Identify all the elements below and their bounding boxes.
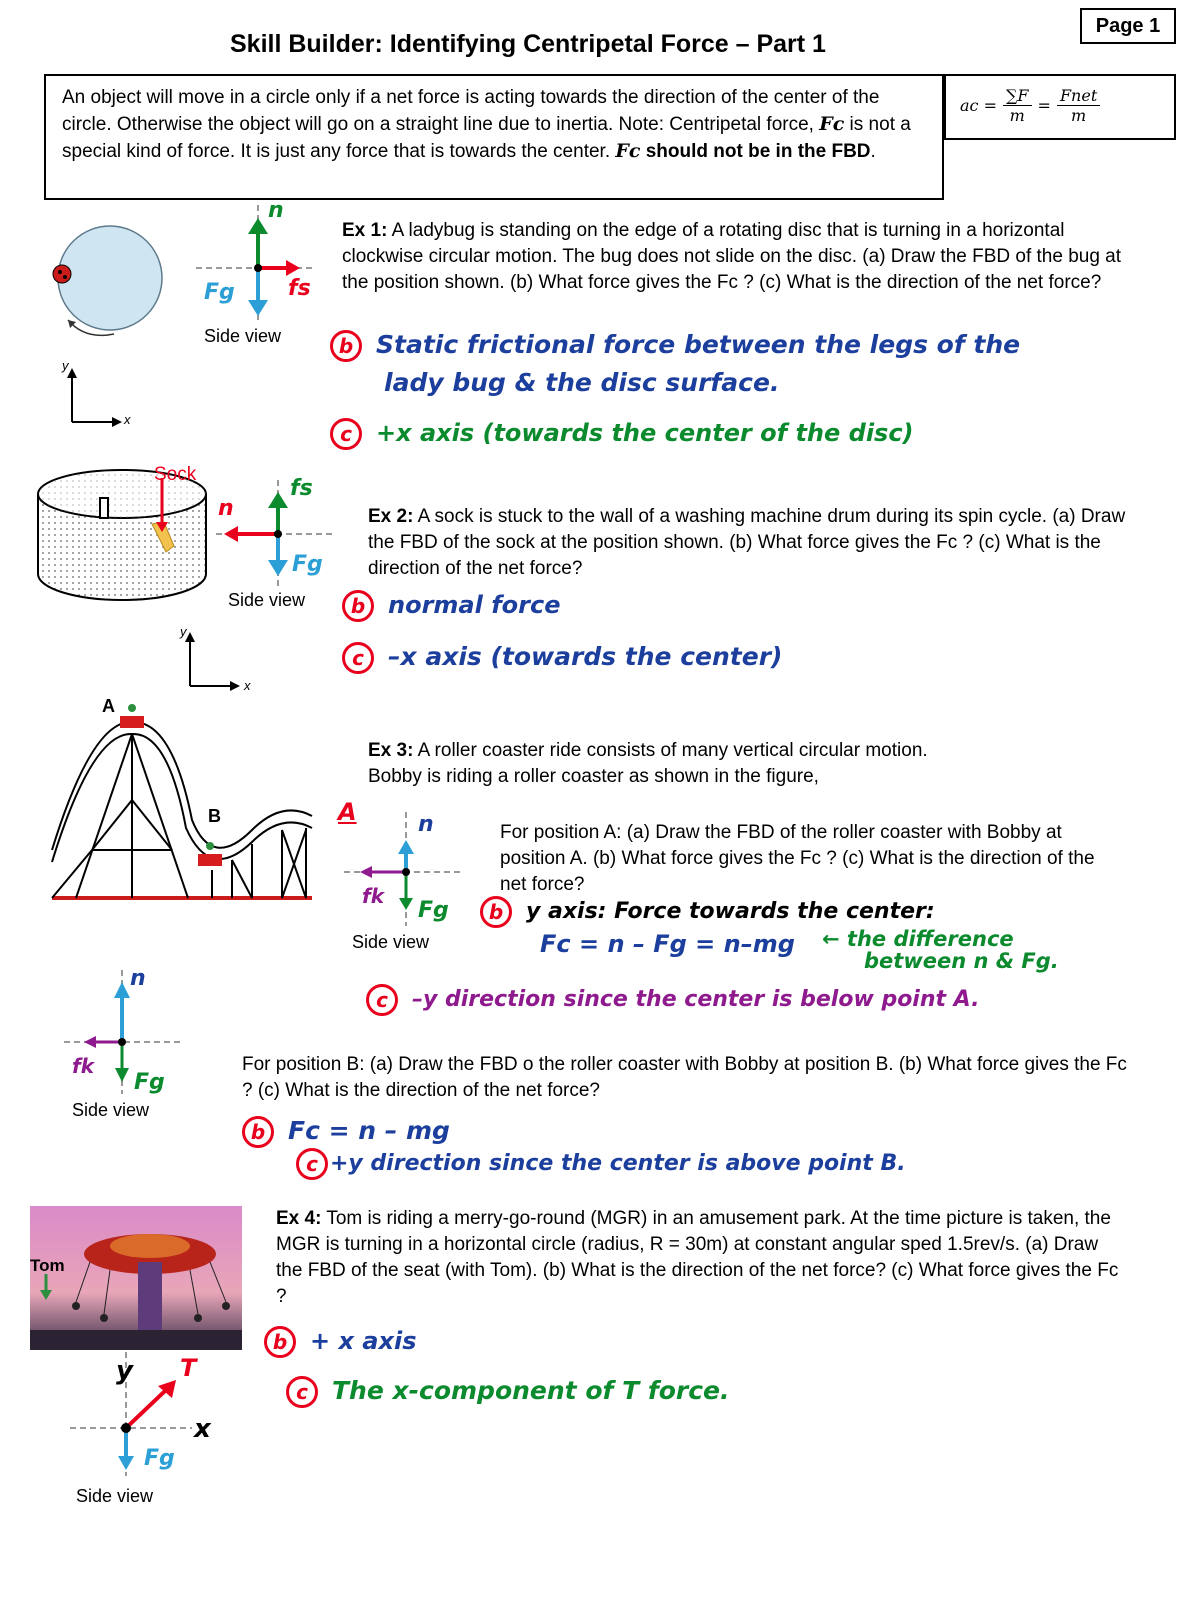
intro-text-end: .: [870, 141, 876, 162]
ex1-answer-c: [330, 418, 914, 450]
ex1-fbd-fs-label: fs: [288, 276, 311, 301]
ex4-text: Tom is riding a merry-go-round (MGR) in an amusement park. At the time picture is taken, the MGR is turning in a horizontal circle (radius, R = 30m) at constant angular sped 1.5rev/s. (a) Draw the FBD of the seat (with Tom). (b) What is the direction of the net force? (c) What force gives the Fc ?: [276, 1208, 1119, 1307]
ex4-fbd-t-label: T: [180, 1354, 197, 1382]
ex4-answer-c-mark: c: [286, 1376, 318, 1408]
ex3-fbd-b: [64, 968, 184, 1098]
formula-box: [944, 74, 1176, 140]
ex2-answer-c-mark: c: [342, 642, 374, 674]
ex1-answer-b-line2: lady bug & the disc surface.: [384, 368, 780, 397]
ex4-question: [276, 1206, 1126, 1310]
ex1-text: A ladybug is standing on the edge of a rotating disc that is turning in a horizontal clockwise circular motion. The bug does not slide on the disc. (a) Draw the FBD of the bug at the position shown. (b) What force gives the Fc ? (c) What is the direction of the net force?: [342, 220, 1122, 293]
sock-label: Sock: [154, 464, 197, 485]
intro-fc-1: Fc: [819, 113, 845, 135]
intro-box: [44, 74, 944, 200]
formula-den2: m: [1071, 106, 1087, 125]
ex3-fbd-b-fk-label: fk: [72, 1054, 95, 1078]
ex2-answer-c: [342, 642, 782, 674]
ex3-fbd-b-n-label: n: [130, 966, 146, 991]
ex3-fbd-a-fk-label: fk: [362, 884, 385, 908]
ex3-answer-a-b-note: [822, 928, 1059, 972]
ex3-answer-b-b-mark: b: [242, 1116, 274, 1148]
ex3-point-a: A: [102, 696, 115, 716]
washing-drum-figure: [34, 466, 210, 606]
ex1-fbd-n-label: n: [268, 198, 284, 223]
ex2-axis-x: x: [244, 678, 251, 693]
ex1-fbd-fg-label: Fg: [204, 280, 235, 305]
roller-coaster-figure: [52, 700, 316, 906]
page-number-box: Page 1: [1080, 8, 1176, 44]
ex3-answer-a-b-line1: y axis: Force towards the center:: [526, 899, 935, 924]
ex1-answer-c-mark: c: [330, 418, 362, 450]
ex3-text-line1: A roller coaster ride consists of many vertical circular motion.: [413, 740, 928, 761]
ex4-label: Ex 4:: [276, 1208, 322, 1229]
ex3-answer-a-b-mark: b: [480, 896, 512, 928]
ex3-answer-a-b-line2: Fc = n – Fg = n–mg: [540, 930, 795, 958]
ex4-fbd-fg-label: Fg: [144, 1446, 175, 1471]
ex3-answer-a-b: [480, 896, 935, 928]
ex3-fbd-a-n-label: n: [418, 812, 434, 837]
ex2-axis-y: y: [180, 624, 187, 639]
ex2-answer-b-text: normal force: [388, 591, 561, 619]
ex3-fbd-b-fg-label: Fg: [134, 1070, 165, 1095]
ex3-answer-b-c-mark: c: [296, 1148, 328, 1180]
ex2-side-view-label: Side view: [228, 590, 306, 610]
ex1-side-view-label: Side view: [204, 326, 282, 346]
ex4-axis-y: y: [116, 1356, 133, 1386]
ex3-answer-a-b-note2: between n & Fg.: [864, 949, 1059, 973]
formula-den1: m: [1009, 106, 1025, 125]
ex2-text: A sock is stuck to the wall of a washing machine drum during its spin cycle. (a) Draw the FBD of the sock at the position shown. (b) What force gives the Fc ? (c) What is the direction of the net force?: [368, 506, 1126, 579]
ex4-answer-c: [286, 1376, 730, 1408]
ex1-answer-c-text: +x axis (towards the center of the disc): [376, 419, 914, 447]
ex3-answer-a-c: [366, 984, 979, 1016]
ex3-side-view-a: Side view: [352, 932, 430, 952]
ex3-position-b-question: For position B: (a) Draw the FBD o the roller coaster with Bobby at position B. (b) What force gives the Fc ? (c) What is the direction of the net force?: [242, 1054, 1127, 1101]
ex3-label: Ex 3:: [368, 740, 414, 761]
ex1-label: Ex 1:: [342, 220, 388, 241]
ex3-side-view-b: Side view: [72, 1100, 150, 1120]
ex4-answer-b-text: + x axis: [310, 1327, 417, 1355]
ex2-answer-b-mark: b: [342, 590, 374, 622]
ex3-answer-b-b: [242, 1116, 450, 1148]
tom-label: Tom: [30, 1256, 65, 1275]
ex2-fbd: [216, 478, 346, 598]
formula-eq: =: [1037, 96, 1051, 115]
ex1-answer-b: [330, 330, 1020, 362]
ex4-axis-x: x: [194, 1414, 211, 1444]
ex2-answer-b: [342, 590, 560, 622]
ex2-fbd-n-label: n: [218, 496, 234, 521]
ex4-answer-b-mark: b: [264, 1326, 296, 1358]
ex3-point-b: B: [208, 806, 221, 826]
ex2-fbd-fs-label: fs: [290, 476, 313, 501]
ex3-answer-a-b-note1: ← the difference: [822, 927, 1014, 951]
ex2-question: [368, 504, 1148, 582]
ex3-question: [368, 738, 1148, 790]
intro-text-1: An object will move in a circle only if a net force is acting towards the direction of the center of the circle. Otherwise the object will go on a straight line due to inertia. Note: Centripetal force,: [62, 87, 880, 135]
page-title: Skill Builder: Identifying Centripetal Force – Part 1: [230, 30, 826, 58]
formula-num2: Fnet: [1057, 86, 1100, 106]
ex3-fbd-a-fg-label: Fg: [418, 898, 449, 923]
ex4-side-view-label: Side view: [76, 1486, 154, 1506]
ex3-answer-b-c-text: +y direction since the center is above point B.: [330, 1151, 906, 1176]
ex2-fbd-fg-label: Fg: [292, 552, 323, 577]
ex1-axis-x: x: [124, 412, 131, 427]
merry-go-round-photo: [30, 1206, 242, 1350]
formula-lhs: ac =: [960, 96, 997, 115]
formula-num1: ∑F: [1003, 86, 1032, 106]
ladybug-disc-figure: [40, 222, 170, 352]
ex1-answer-b-line1: Static frictional force between the legs of the: [376, 330, 1021, 359]
ex3-position-a-question: For position A: (a) Draw the FBD of the roller coaster with Bobby at position A. (b) What force gives the Fc ? (c) What is the direction of the net force?: [500, 822, 1095, 895]
ex3-answer-a-c-mark: c: [366, 984, 398, 1016]
ex2-answer-c-text: –x axis (towards the center): [388, 642, 783, 671]
ex4-answer-c-text: The x-component of T force.: [332, 1376, 730, 1405]
ex3-answer-b-b-text: Fc = n – mg: [288, 1116, 450, 1145]
intro-fc-2: Fc: [615, 140, 641, 162]
ex1-answer-b-mark: b: [330, 330, 362, 362]
intro-text-2: is not a special kind of force. It is just any force that is towards the center.: [62, 114, 911, 162]
ex3-answer-b-c: [296, 1148, 906, 1180]
ex3-position-a-mark: A: [338, 798, 357, 826]
intro-text-3: should not be in the FBD: [640, 141, 871, 162]
ex2-label: Ex 2:: [368, 506, 414, 527]
ex1-axis-y: y: [62, 358, 69, 373]
ex1-question: [342, 218, 1142, 296]
ex4-answer-b: [264, 1326, 417, 1358]
ex3-answer-a-c-text: –y direction since the center is below point A.: [412, 987, 980, 1012]
ex3-text-line2: Bobby is riding a roller coaster as shown in the figure,: [368, 766, 819, 787]
